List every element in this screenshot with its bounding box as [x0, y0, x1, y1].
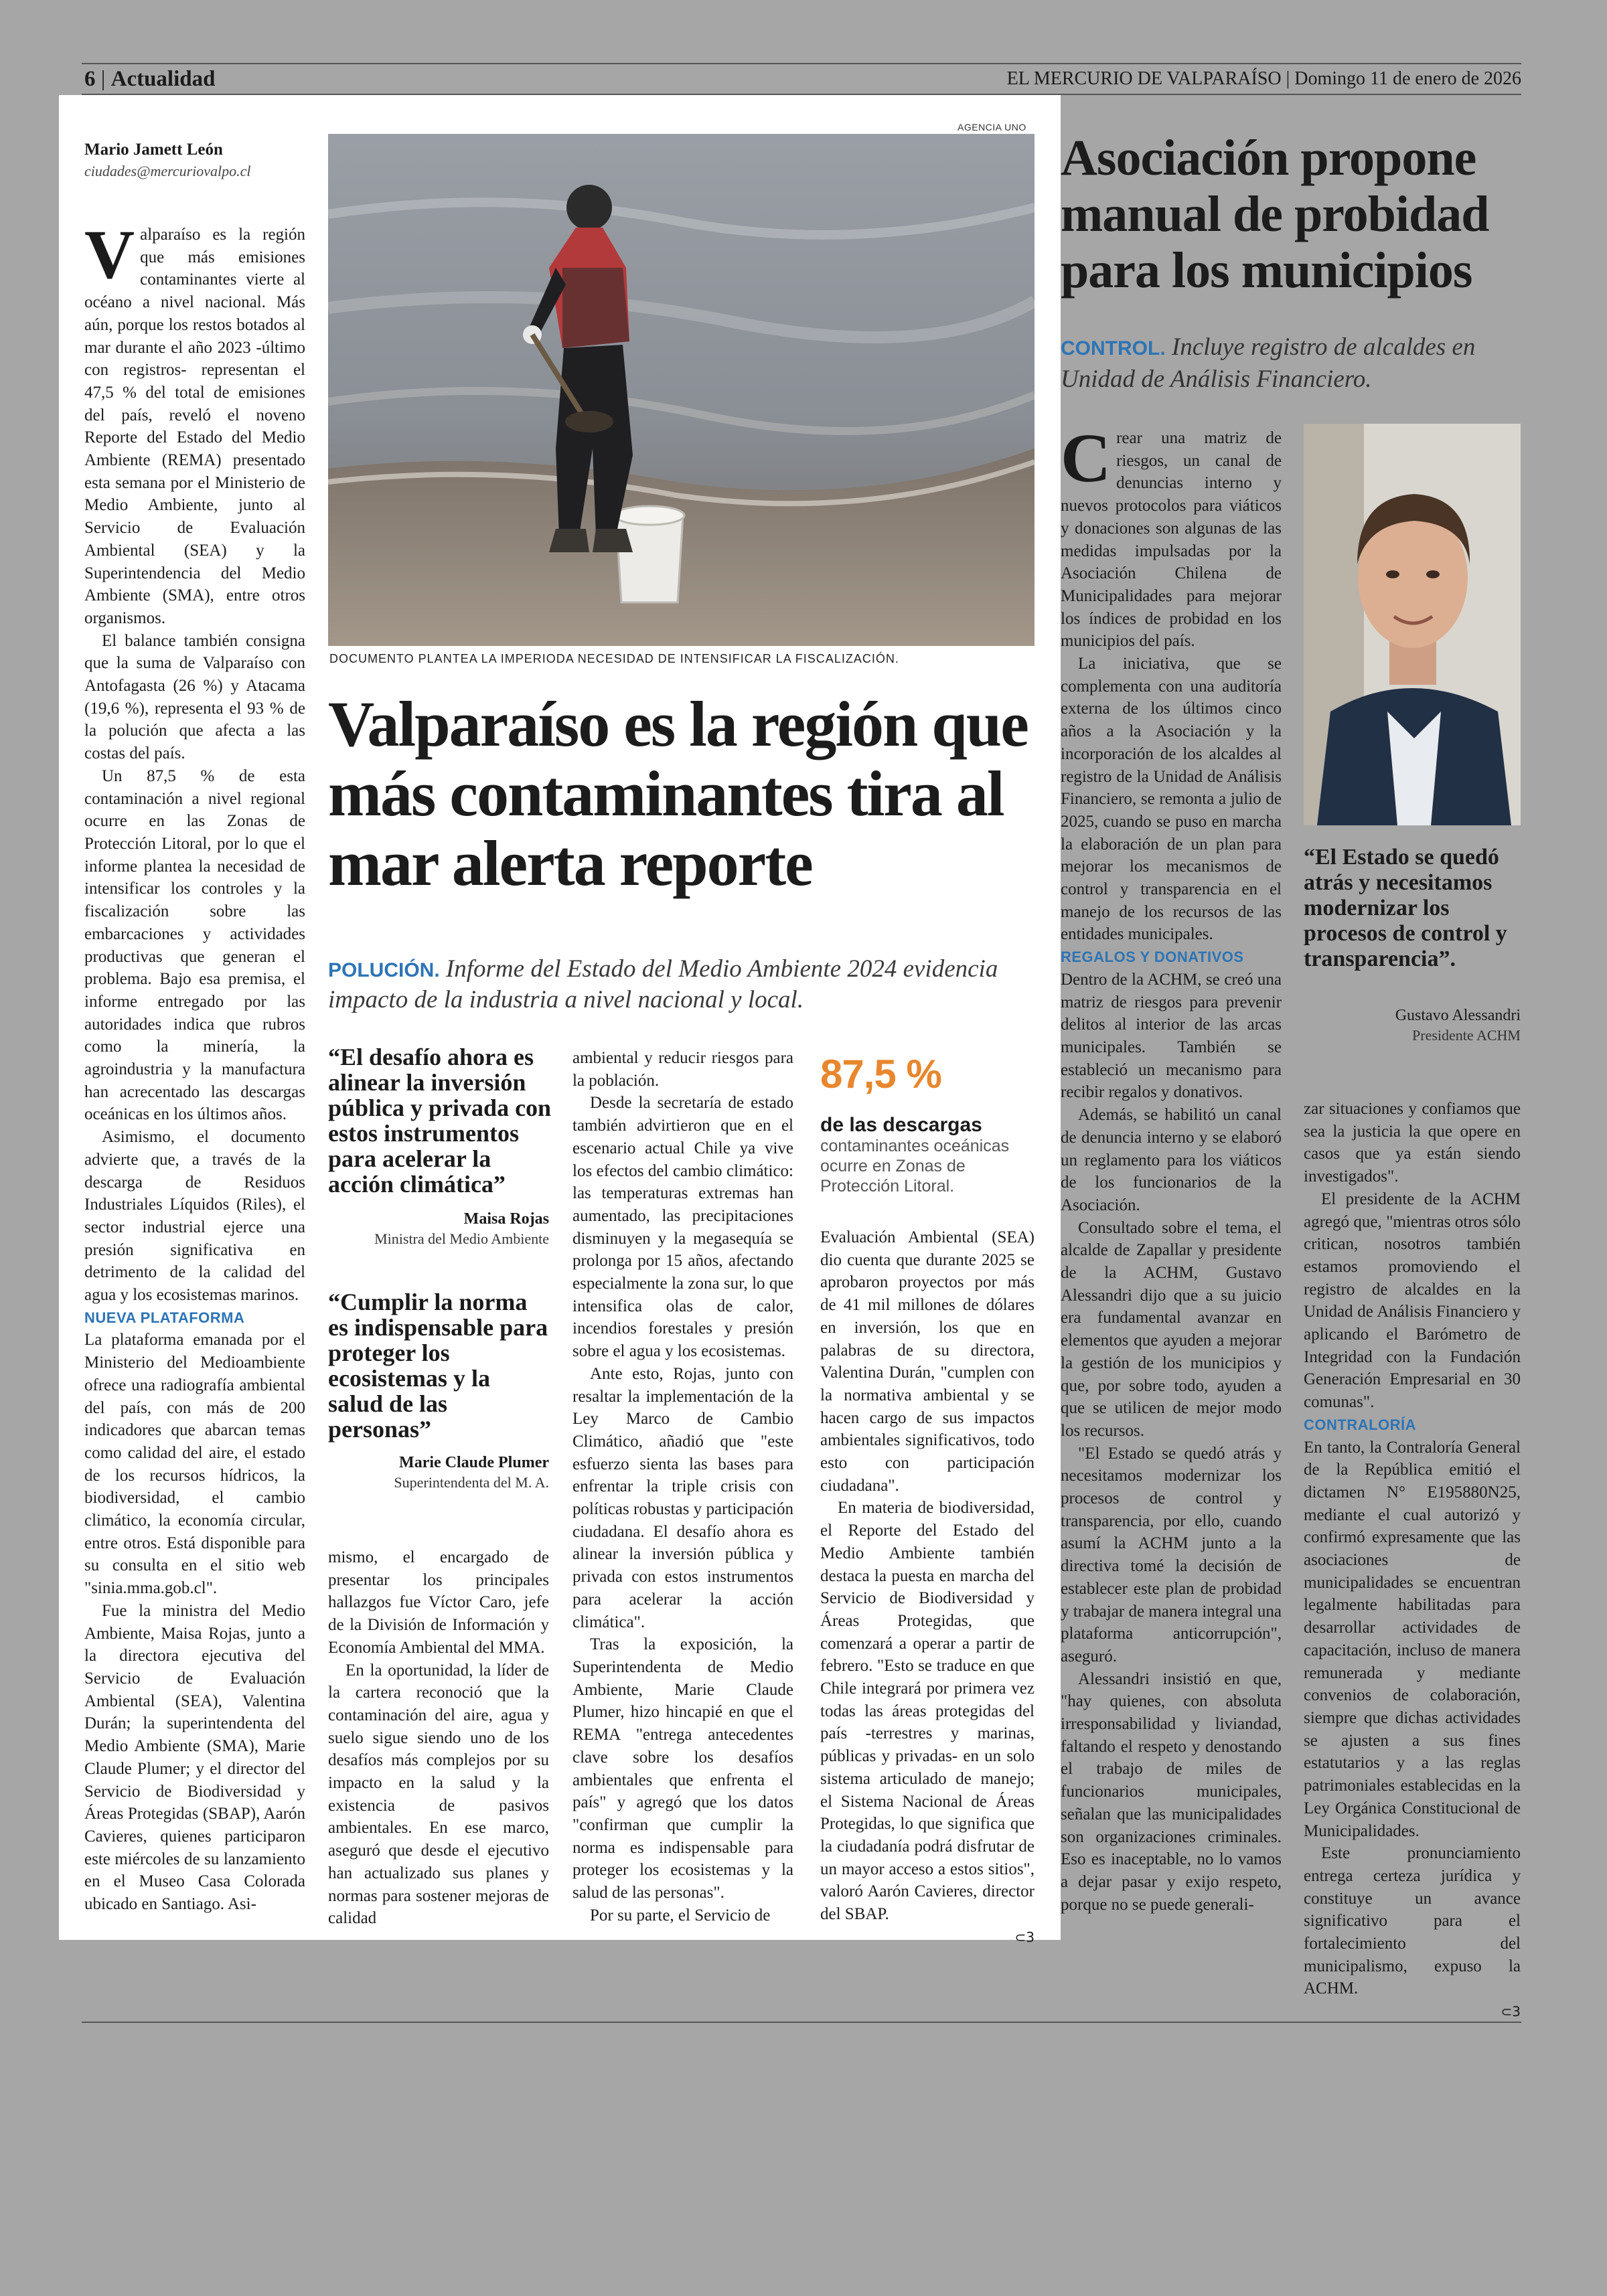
- side-paragraph: La iniciativa, que se complementa con una auditoría externa de los últimos cinco años a la Asociación y la incorporación de los alcaldes al registro de la Unidad de Análisis Financiero, se remonta a julio de 2025, cuando se puso en marcha la elaboración de un plan para mejorar los mecanismos de control y transparencia en el manejo de los recursos de las entidades municipales.: [1061, 655, 1282, 944]
- issue-date: Domingo 11 de enero de 2026: [1294, 68, 1521, 89]
- side-paragraph: El presidente de la ACHM agregó que, "mientras otros sólo critican, nosotros también estamos promoviendo el registro de alcaldes en la Unidad de Análisis Financiero y aplicando el Barómetro de Integridad con la Fundación Generación Empresarial en 30 comunas".: [1304, 1190, 1521, 1412]
- pull-quote-plumer-role: Superintendenta del M. A.: [394, 1474, 549, 1491]
- photo-credit: AGENCIA UNO: [958, 122, 1026, 133]
- pull-quote-plumer-name: Marie Claude Plumer: [399, 1454, 549, 1471]
- main-column-3: [572, 1047, 793, 1926]
- pull-quote-plumer: “Cumplir la norma es indispensable para proteger los ecosistemas y la salud de las personas”: [328, 1289, 548, 1443]
- side-lead: [1061, 332, 1529, 395]
- page-header-right: EL MERCURIO DE VALPARAÍSO | Domingo 11 de enero de 2026: [1006, 68, 1521, 89]
- side-article-end-mark: ⊂3: [1501, 2003, 1521, 2020]
- alessandri-portrait: [1304, 424, 1521, 825]
- side-paragraph: Además, se habilitó un canal de denuncia interno y se elaboró un reglamento para los viáticos de los funcionarios de la Asociación.: [1061, 1106, 1282, 1214]
- side-paragraph: Alessandri insistió en que, "hay quienes, con absoluta irresponsabilidad y liviandad, faltando el respeto y denostando el trabajo de miles de funcionarios municipales, señalan que las municipalidades son organizaciones criminales. Eso es inaceptable, no lo vamos a dejar pasar y exijo respeto, porque no se puede generali-: [1061, 1669, 1282, 1914]
- main-paragraph: Evaluación Ambiental (SEA) dio cuenta que durante 2025 se aprobaron proyectos por más de 41 mil millones de dólares en inversión, los que en palabras de su directora, Valentina Durán, "cumplen con la normativa ambiental y se hacen cargo de sus impactos ambientales significativos, todo esto con participación ciudadana".: [820, 1228, 1035, 1495]
- main-paragraph: ambiental y reducir riesgos para la población.: [572, 1049, 793, 1090]
- side-pull-quote: “El Estado se quedó atrás y necesitamos modernizar los procesos de control y transparencia”.: [1304, 845, 1507, 971]
- side-paragraph: Este pronunciamiento entrega certeza jurídica y constituye un avance significativo para el fortalecimiento del municipalismo, expuso la ACHM.: [1304, 1844, 1521, 1998]
- pull-quote-rojas-name: Maisa Rojas: [463, 1210, 549, 1228]
- main-paragraph: Ante esto, Rojas, junto con resaltar la implementación de la Ley Marco de Cambio Climático, añadió que "este esfuerzo sienta las bases para enfrentar la triple crisis con políticas robustas y participación ciudadana. El desafío ahora es alinear la inversión pública y privada con estos instrumentos para acelerar la acción climática".: [572, 1364, 793, 1631]
- page-number: 6: [84, 67, 96, 91]
- main-paragraph: En la oportunidad, la líder de la cartera reconoció que la contaminación del aire, agua y suelo sigue siendo uno de los desafíos más complejos por su impacto en la salud y la existencia de pasivos ambientales. En ese marco, aseguró que desde el ejecutivo han actualizado sus planes y normas para sostener mejoras de calidad: [328, 1661, 549, 1928]
- side-paragraph: En tanto, la Contraloría General de la República emitió el dictamen N° E195880N25, mediante el cual autorizó y confirmó expresamente que las asociaciones de municipalidades se encuentran legalmente habilitadas para desarrollar actividades de capacitación, incluso de manera remunerada y mediante convenios de colaboración, siempre que dichas actividades se ajusten a sus fines estatutarios y a las reglas patrimoniales establecidas en la Ley Orgánica Constitucional de Municipalidades.: [1304, 1438, 1521, 1840]
- side-lead-text: Incluye registro de alcaldes en Unidad de Análisis Financiero.: [1061, 333, 1476, 393]
- main-column-1: [84, 216, 305, 1916]
- main-paragraph: Desde la secretaría de estado también advirtieron que en el escenario actual Chile ya vive los efectos del cambio climático: las temperaturas extremas han aumentado, las precipitaciones disminuyen y la megasequía se prolonga por 15 años, afectando especialmente la zona sur, lo que intensifica olas de calor, incendios forestales y presión sobre el agua y los ecosistemas.: [572, 1094, 793, 1361]
- main-column-4: [820, 1226, 1035, 1949]
- byline: [84, 139, 251, 182]
- page-header-left: 6 | Actualidad: [84, 67, 216, 91]
- main-lead: [328, 955, 1038, 1015]
- main-paragraph: Un 87,5 % de esta contaminación a nivel regional ocurre en las Zonas de Protección Litoral, por lo que el informe plantea la necesidad de intensificar los controles y la fiscalización sobre las embarcaciones y actividades productivas que generan el problema. Bajo esa premisa, el informe entregado por las autoridades indica que rubros como la minería, la agroindustria y la manufactura han acrecentado las descargas oceánicas en los últimos años.: [84, 766, 305, 1124]
- main-paragraph: Por su parte, el Servicio de: [590, 1906, 771, 1924]
- side-dropcap: C: [1061, 420, 1112, 497]
- side-lead-kicker: CONTROL.: [1061, 337, 1166, 359]
- stat-label: de las descargas: [820, 1114, 982, 1136]
- side-paragraph: Consultado sobre el tema, el alcalde de Zapallar y presidente de la ACHM, Gustavo Alessandri dijo que a su juicio era fundamental avanzar en elementos que ayuden a mejorar la gestión de los municipios y que, por sobre todo, ayuden a que se utilicen de mejor modo los recursos.: [1061, 1218, 1282, 1440]
- subhead-regalos: REGALOS Y DONATIVOS: [1061, 949, 1244, 966]
- side-pull-quote-role: Presidente ACHM: [1412, 1027, 1521, 1044]
- main-lead-text: Informe del Estado del Medio Ambiente 2024 evidencia impacto de la industria a nivel nacional y local.: [328, 955, 998, 1013]
- main-paragraph: El balance también consigna que la suma de Valparaíso con Antofagasta (26 %) y Atacama (19,6 %), representa el 93 % de la polución que afecta a las costas del país.: [84, 631, 305, 763]
- main-headline: Valparaíso es la región que más contaminantes tira al mar alerta reporte: [328, 688, 1028, 899]
- author-name: Mario Jamett León: [84, 141, 223, 159]
- stat-value: 87,5 %: [820, 1052, 941, 1096]
- beach-worker-photo: [328, 134, 1035, 646]
- side-headline: Asociación propone manual de probidad para los municipios: [1061, 130, 1489, 299]
- main-paragraph: alparaíso es la región que más emisiones contaminantes vierte al océano a nivel nacional. Más aún, porque los restos botados al mar durante el año 2023 -último con registros- representan el 47,5 % del total de emisiones del país, reveló el noveno Reporte del Estado del Medio Ambiente (REMA) presentado esta semana por el Ministerio de Medio Ambiente, junto al Servicio de Evaluación Ambiental (SEA) y la Superintendencia del Medio Ambiente (SMA), entre otros organismos.: [84, 226, 305, 627]
- author-email: ciudades@mercuriovalpo.cl: [84, 163, 251, 179]
- main-paragraph: En materia de biodiversidad, el Reporte del Estado del Medio Ambiente también destaca la puesta en marcha del Servicio de Biodiversidad y Áreas Protegidas, que comenzará a operar a partir de febrero. "Esto se traduce en que Chile integrará por primera vez todas las áreas protegidas del país -terrestres y marinas, públicas y privadas- en un solo sistema articulado de manejo; el Sistema Nacional de Áreas Protegidas, lo que significa que la ciudadanía podrá disfrutar de un mayor acceso a estos sitios", valoró Aarón Cavieres, director del SBAP.: [820, 1499, 1035, 1924]
- newspaper-name: EL MERCURIO DE VALPARAÍSO: [1006, 68, 1282, 89]
- main-lead-kicker: POLUCIÓN.: [328, 959, 440, 981]
- main-paragraph: La plataforma emanada por el Ministerio del Medioambiente ofrece una radiografía ambiental del país, con más de 200 indicadores que abarcan temas como calidad del aire, el estado de los recursos hídricos, la biodiversidad, el cambio climático, la economía circular, entre otros. Está disponible para su consulta en el sitio web "sinia.mma.gob.cl".: [84, 1331, 305, 1598]
- side-paragraph: Dentro de la ACHM, se creó una matriz de riesgos para prevenir delitos al interior de las arcas municipales. También se estableció un mecanismo para recibir regalos y donativos.: [1061, 970, 1282, 1102]
- subhead-nueva-plataforma: NUEVA PLATAFORMA: [84, 1309, 245, 1326]
- pull-quote-rojas-role: Ministra del Medio Ambiente: [374, 1230, 549, 1247]
- side-pull-quote-name: Gustavo Alessandri: [1395, 1007, 1521, 1024]
- main-paragraph: Asimismo, el documento advierte que, a través de la descarga de Residuos Industriales Líquidos (Riles), el sector industrial ejerce una presión significativa en detrimento de la calidad del agua y los ecosistemas marinos.: [84, 1128, 305, 1305]
- side-column-1: [1061, 420, 1282, 1916]
- article-end-mark: ⊂3: [1014, 1929, 1035, 1945]
- section-name: Actualidad: [110, 67, 216, 91]
- photo-caption: DOCUMENTO PLANTEA LA IMPERIODA NECESIDAD DE INTENSIFICAR LA FISCALIZACIÓN.: [329, 652, 899, 665]
- main-column-2: [328, 1546, 549, 1930]
- pull-quote-rojas: “El desafío ahora es alinear la inversión pública y privada con estos instrumentos para acelerar la acción climática”: [328, 1044, 552, 1198]
- main-paragraph: Tras la exposición, la Superintendenta de Medio Ambiente, Marie Claude Plumer, hizo hincapié en que el REMA "entrega antecedentes clave sobre los desafíos ambientales que enfrenta el país" y agregó que los datos "confirman que cumplir la norma es indispensable para proteger los ecosistemas y la salud de las personas".: [572, 1635, 793, 1902]
- main-dropcap: V: [84, 216, 135, 293]
- stat-text: contaminantes oceánicas ocurre en Zonas de Protección Litoral.: [820, 1137, 1010, 1196]
- stat-description: [820, 1115, 1028, 1196]
- side-paragraph: zar situaciones y confiamos que sea la justicia la que opere en casos que ya están siendo investigados".: [1304, 1100, 1521, 1186]
- main-paragraph: mismo, el encargado de presentar los principales hallazgos fue Víctor Caro, jefe de la División de Información y Economía Ambiental del MMA.: [328, 1548, 549, 1657]
- side-paragraph: rear una matriz de riesgos, un canal de denuncias interno y nuevos protocolos para viáticos y donaciones son algunas de las medidas impulsadas por la Asociación Chilena de Municipalidades para mejorar los índices de probidad en los municipios del país.: [1061, 429, 1282, 651]
- side-column-2: [1304, 1098, 1521, 2024]
- side-paragraph: "El Estado se quedó atrás y necesitamos modernizar los procesos de control y transparencia, por ello, cuando asumí la ACHM junto a la directiva tomé la decisión de establecer este plan de probidad y trabajar de manera integral una plataforma anticorrupción", aseguró.: [1061, 1444, 1282, 1665]
- subhead-contraloria: CONTRALORÍA: [1304, 1416, 1417, 1433]
- main-paragraph: Fue la ministra del Medio Ambiente, Maisa Rojas, junto a la directora ejecutiva del Servicio de Evaluación Ambiental (SEA), Valentina Durán; la superintendenta del Medio Ambiente (SMA), Marie Claude Plumer; y el director del Servicio de Biodiversidad y Áreas Protegidas (SBAP), Aarón Cavieres, quienes participaron este miércoles de su lanzamiento en el Museo Casa Colorada ubicado en Santiago. Asi-: [84, 1601, 305, 1914]
